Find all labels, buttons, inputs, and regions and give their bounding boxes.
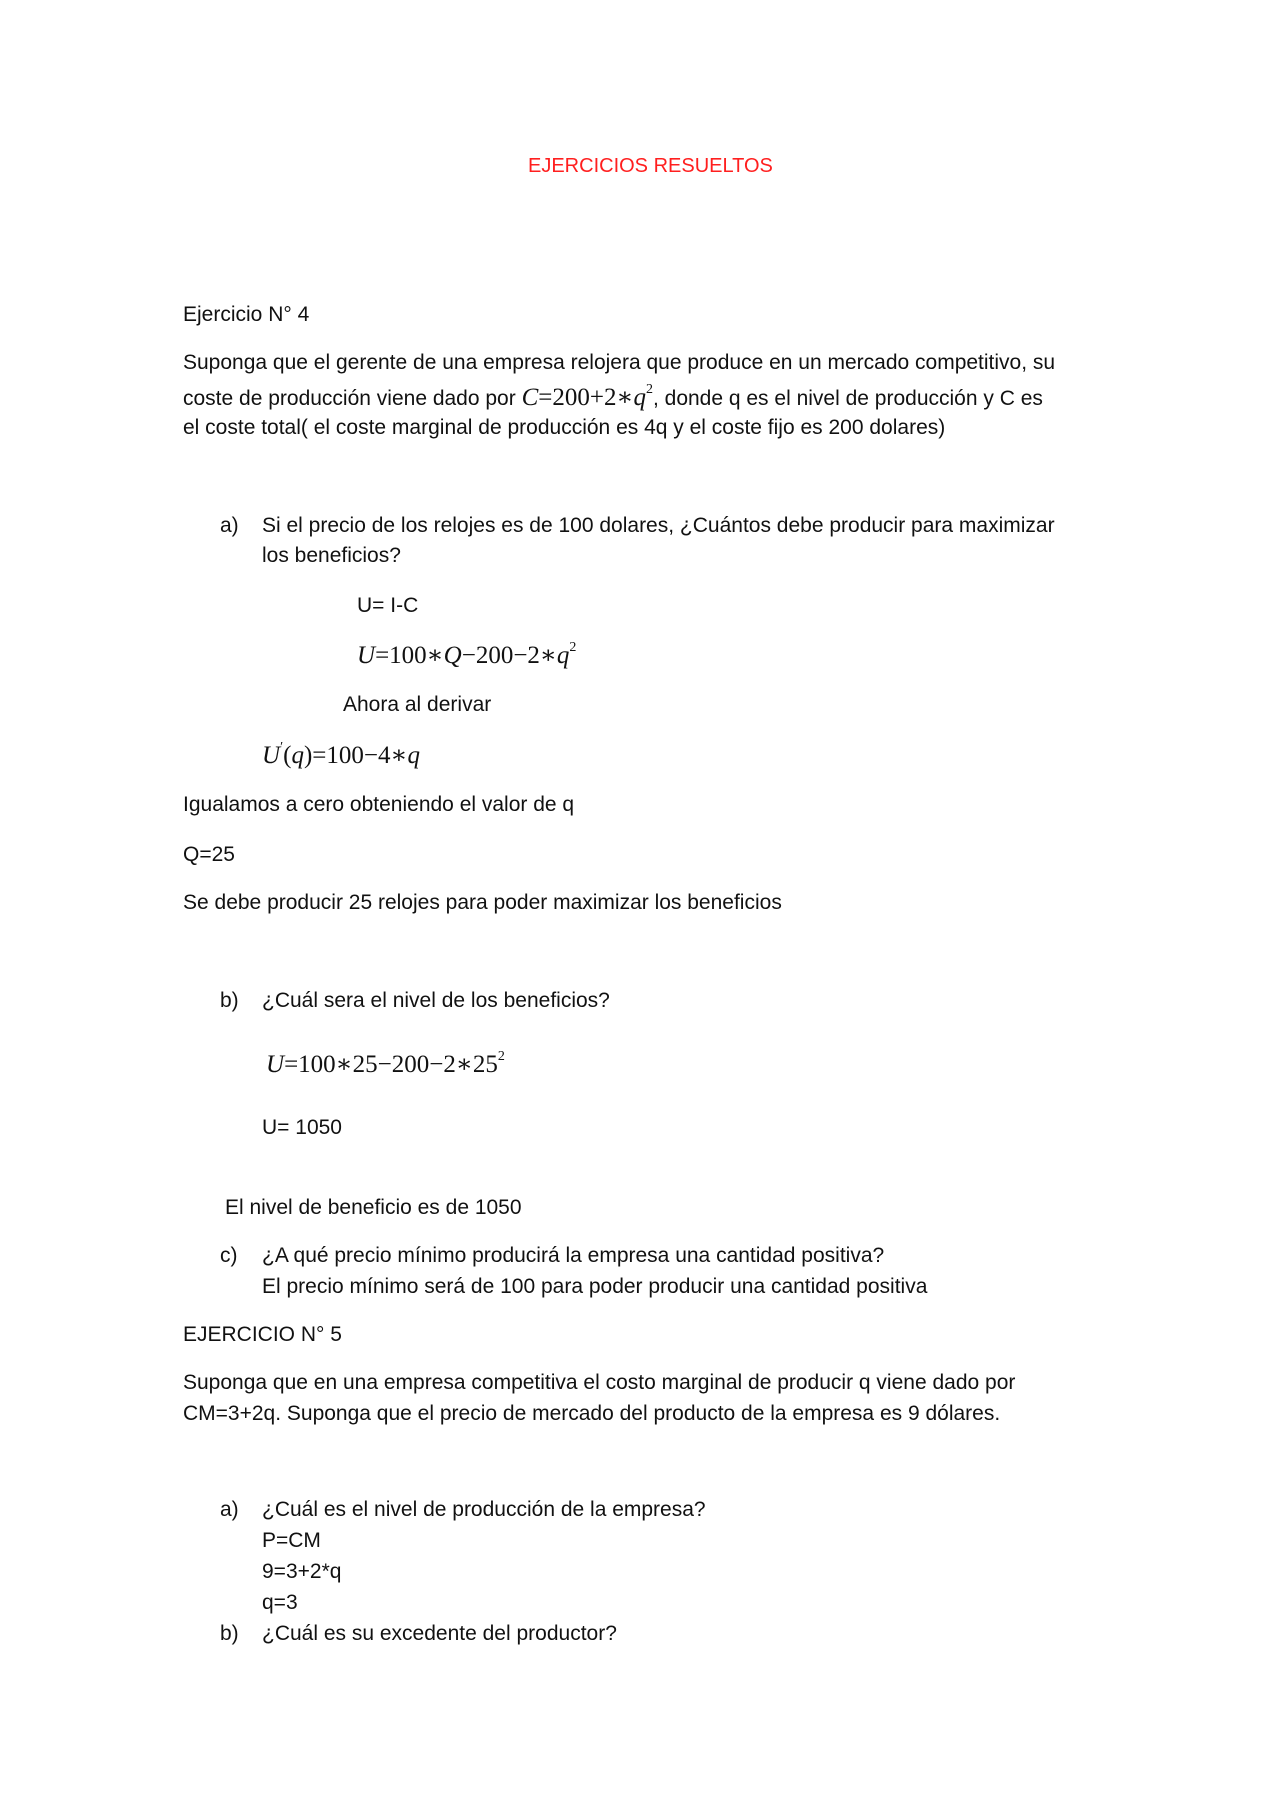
answer-5a-line-3: q=3 [262,1591,298,1614]
answer-5a-line-2: 9=3+2*q [262,1560,342,1583]
utility-definition: U= I-C [357,594,419,617]
conclusion-b: El nivel de beneficio es de 1050 [225,1196,522,1219]
utility-formula: $U=100∗Q-200-2∗q^2$ [357,640,577,669]
derive-text: Ahora al derivar [343,693,492,716]
question-b: ¿Cuál sera el nivel de los beneficios? [262,989,610,1012]
exercise-4-intro-line-2 [183,382,1043,413]
zero-text: Igualamos a cero obteniendo el valor de q [183,793,575,816]
intro-text-after-formula: , donde q es el nivel de producción y C es [652,387,1043,410]
list-marker-b: b) [220,989,239,1012]
answer-c: El precio mínimo será de 100 para poder producir una cantidad positiva [262,1275,928,1298]
question-a-line-1: Si el precio de los relojes es de 100 dolares, ¿Cuántos debe producir para maximizar [262,514,1055,537]
exercise-5-intro-line-2: CM=3+2q. Suponga que el precio de mercado del producto de la empresa es 9 dólares. [183,1402,1001,1425]
exercise-5-heading: EJERCICIO N° 5 [183,1323,342,1346]
u-result: U= 1050 [262,1116,342,1139]
question-c: ¿A qué precio mínimo producirá la empresa una cantidad positiva? [262,1244,885,1267]
conclusion-a: Se debe producir 25 relojes para poder maximizar los beneficios [183,891,782,914]
exercise-4-intro-line-1: Suponga que el gerente de una empresa relojera que produce en un mercado competitivo, su [183,351,1056,374]
list-marker-c: c) [220,1244,238,1267]
derivative-formula: U′(q)=100−4∗q [262,740,420,769]
list-marker-a: a) [220,514,239,537]
q-result: Q=25 [183,843,235,866]
exercise-4-heading: Ejercicio N° 4 [183,303,310,326]
list-marker-5b: b) [220,1622,239,1645]
benefit-formula: $U=100∗25-200-2∗25^2$ [266,1049,505,1078]
cost-formula: $C=200+2∗q^2$ [521,382,653,411]
question-5b: ¿Cuál es su excedente del productor? [262,1622,617,1645]
question-a-line-2: los beneficios? [262,544,401,567]
question-5a: ¿Cuál es el nivel de producción de la empresa? [262,1498,706,1521]
intro-text-before-formula: coste de producción viene dado por [183,387,516,410]
page-title: EJERCICIOS RESUELTOS [528,155,773,177]
exercise-4-intro-line-3: el coste total( el coste marginal de producción es 4q y el coste fijo es 200 dolares) [183,416,946,439]
list-marker-5a: a) [220,1498,239,1521]
exercise-5-intro-line-1: Suponga que en una empresa competitiva el costo marginal de producir q viene dado por [183,1371,1016,1394]
answer-5a-line-1: P=CM [262,1529,321,1552]
